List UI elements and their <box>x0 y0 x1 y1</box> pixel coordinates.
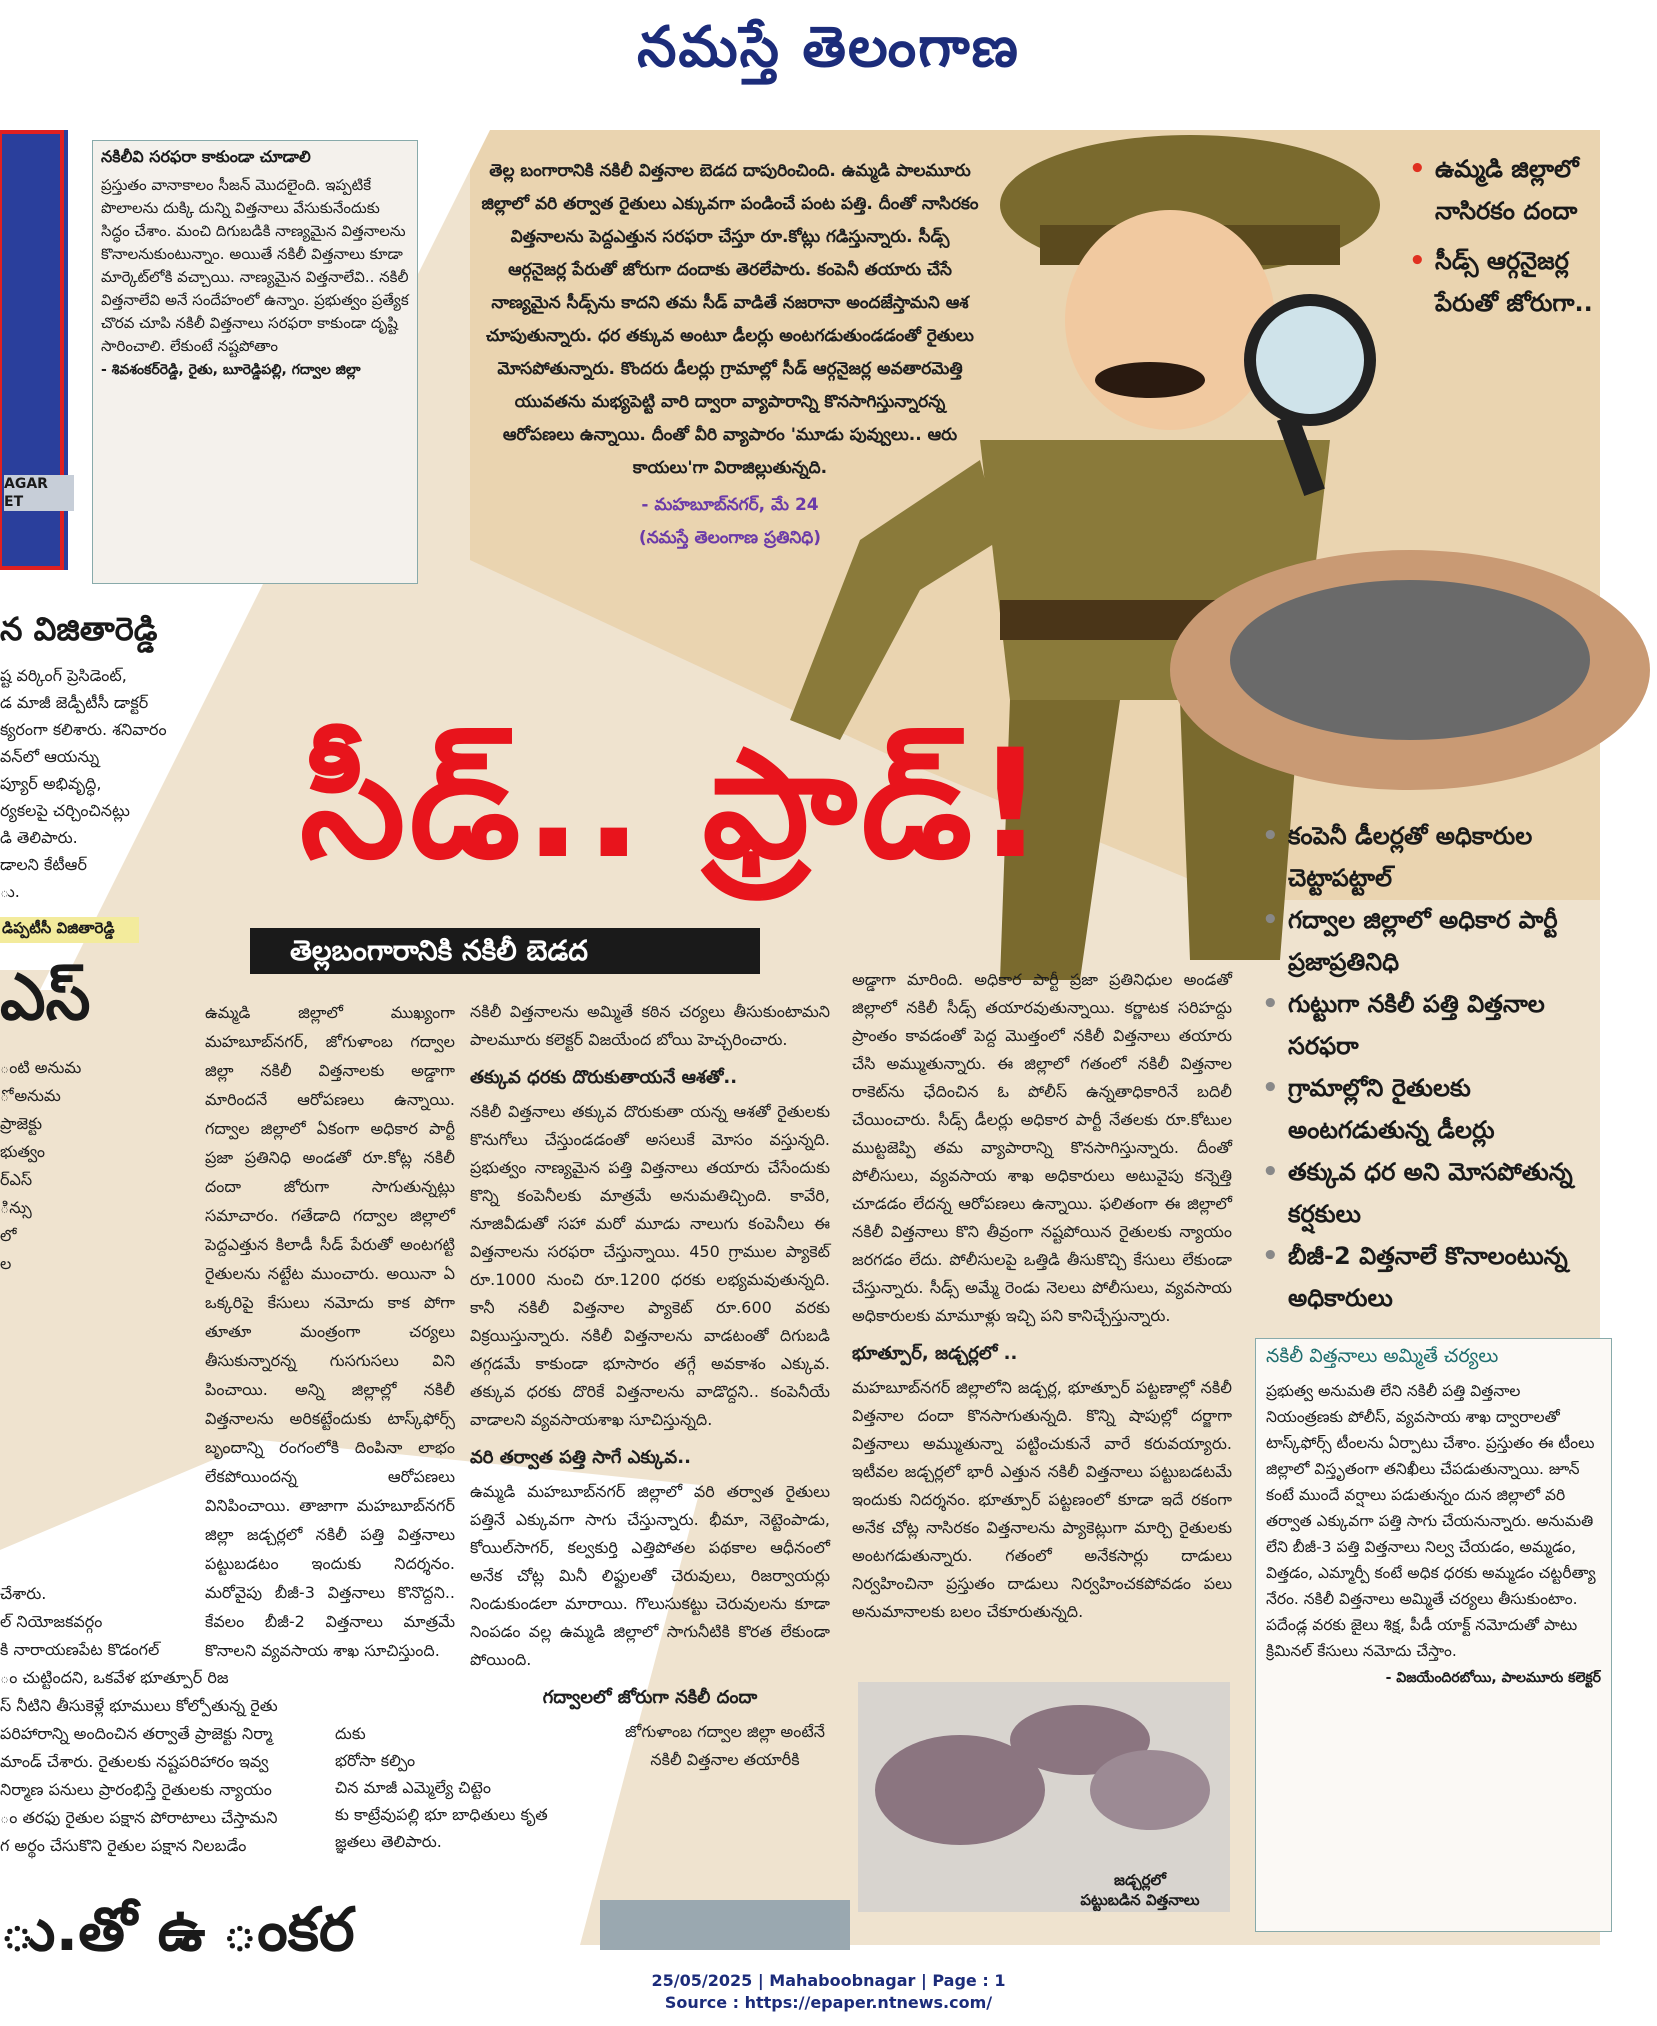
left-strip-line: ు. <box>0 882 20 901</box>
column-2-p3: ఉమ్మడి మహబూబ్‌నగర్ జిల్లాలో వరి తర్వాత రైతులు పత్తినే ఎక్కువగా సాగు చేస్తున్నారు. భీమా, నెట్టెంపాడు, కోయిల్‌సాగర్, కల్వకుర్తి ఎత్తిపోతల పథకాల ఆధీనంలో అనేక చోట్ల మినీ లిఫ్టులతో చెరువులు, రిజర్వాయర్లు నిండుకుండలా మారాయి. గొలుసుకట్టు చెరువులను కూడా నింపడం వల్ల ఉమ్మడి జిల్లాలో సాగునీటికి కొరత లేకుండా పోయింది. <box>470 1482 830 1669</box>
left-strip-line: ష్ట వర్కింగ్ ప్రెసిడెంట్, <box>0 666 127 685</box>
intro-body: తెల్ల బంగారానికి నకిలీ విత్తనాల బెడద దాపురించింది. ఉమ్మడి పాలమూరు జిల్లాలో వరి తర్వాత రైతులు ఎక్కువగా పండించే పంట పత్తి. దీంతో నాసిరకం విత్తనాలను పెద్దఎత్తున సరఫరా చేస్తూ రూ.కోట్లు గడిస్తున్నారు. సీడ్స్ ఆర్గనైజర్ల పేరుతో జోరుగా దందాకు తెరలేపారు. కంపెనీ తయారు చేసే నాణ్యమైన సీడ్స్‌ను కాదని తమ సీడ్ వాడితే నజరానా అందజేస్తామని ఆశ చూపుతున్నారు. ధర తక్కువ అంటూ డీలర్లు అంటగడుతుండడంతో రైతులు మోసపోతున్నారు. కొందరు డీలర్లు గ్రామాల్లో సీడ్ ఆర్గనైజర్ల అవతారమెత్తి యువతను మభ్యపెట్టి వారి ద్వారా వ్యాపారాన్ని కొనసాగిస్తున్నారన్న ఆరోపణలు ఉన్నాయి. దీంతో వీరి వ్యాపారం 'మూడు పువ్వులు.. ఆరు కాయలు'గా విరాజిల్లుతున్నది. <box>481 161 979 478</box>
left-strip-line: ో అనుమ <box>0 1086 61 1105</box>
left-strip-line: ిన్సు <box>0 1198 32 1217</box>
left-bottom-line: చేశారు. <box>0 1584 47 1603</box>
farmer-quote-body: ప్రస్తుతం వానాకాలం సీజన్ మొదలైంది. ఇప్పటికే పొలాలను దుక్కి దున్ని విత్తనాలు వేసుకునేందుకు సిద్ధం చేశాం. మంచి దిగుబడికి నాణ్యమైన విత్తనాలను కొనాలనుకుంటున్నాం. అయితే నకిలీ విత్తనాలు కూడా మార్కెట్‌లోకి వచ్చాయి. నాణ్యమైన విత్తనాలేవి.. నకిలీ విత్తనాలేవి అనే సందేహంలో ఉన్నాం. ప్రభుత్వం ప్రత్యేక చొరవ చూపి నకిలీ విత్తనాలు సరఫరా కాకుండా దృష్టి సారించాలి. లేకుంటే నష్టపోతాం <box>101 176 409 355</box>
farmer-quote-title: నకిలీవి సరఫరా కాకుండా చూడాలి <box>101 147 311 166</box>
main-headline: సీడ్.. ఫ్రాడ్! <box>300 718 1049 892</box>
column-2-tail <box>335 1720 605 1855</box>
left-strip-line: ప్రాజెక్టు <box>0 1114 43 1133</box>
left-strip-line: భుత్వం <box>0 1142 45 1161</box>
left-strip-line: డాలని కేటీఆర్ <box>0 855 87 874</box>
left-strip-fragment <box>4 475 74 511</box>
column-2-subhead-3: గద్వాలలో జోరుగా నకిలీ దందా <box>542 1687 758 1708</box>
column-2-subhead-1: తక్కువ ధరకు దొరుకుతాయనే ఆశతో.. <box>470 1067 738 1088</box>
left-strip-line: ప్యూర్ అభివృద్ధి, <box>0 774 102 793</box>
left-bottom-line: నిర్మాణ పనులు ప్రారంభిస్తే రైతులకు న్యాయం <box>0 1780 272 1799</box>
left-bottom-line: ం తరఫు రైతుల పక్షాన పోరాటాలు చేస్తామని <box>0 1808 278 1827</box>
farmer-quote-attribution: - శివశంకర్‌రెడ్డి, రైతు, బూరెడ్డిపల్లి, గద్వాల జిల్లా <box>101 362 361 378</box>
right-bullets <box>1258 815 1598 1319</box>
left-strip-line: డి తెలిపారు. <box>0 828 78 847</box>
intro-paragraph <box>480 155 980 555</box>
left-strip-caption: డిప్పటీసీ విజితారెడ్డి <box>0 917 139 943</box>
collector-quote-attribution: - విజయేందిరబోయి, పాలమూరు కలెక్టర్ <box>1385 1670 1601 1686</box>
left-bottom-line: పరిహారాన్ని అందించిన తర్వాతే ప్రాజెక్టు నిర్మా <box>0 1724 273 1743</box>
left-strip-line: డ మాజీ జెడ్పీటీసీ డాక్టర్ <box>0 693 149 712</box>
collector-quote-body: ప్రభుత్వ అనుమతి లేని నకిలీ పత్తి విత్తనాల నియంత్రణకు పోలీస్, వ్యవసాయ శాఖ ద్వారాలతో టాస్క్‌ఫోర్స్ టీంలను ఏర్పాటు చేశాం. ప్రస్తుతం ఈ టీంలు జిల్లాలో విస్తృతంగా తనిఖీలు చేపడుతున్నాయి. జూన్ కంటే ముందే వర్షాలు పడుతున్నం దున జిల్లాలో వరి తర్వాత ఎక్కువగా పత్తి సాగు చేయనున్నారు. అనుమతి లేని బీజీ-3 పత్తి విత్తనాలు నిల్వ చేయడం, అమ్మడం, విత్తడం, ఎమ్మార్పీ కంటే అధిక ధరకు అమ్మడం చట్టరీత్యా నేరం. నకిలీ విత్తనాలు అమ్మితే చర్యలు తీసుకుంటాం. పదేండ్ల వరకు జైలు శిక్ష, పీడీ యాక్ట్ నమోదుతో పాటు క్రిమినల్ కేసులు నమోదు చేస్తాం. <box>1266 1382 1596 1660</box>
left-strip-line: లో <box>0 1226 17 1245</box>
left-bottom-line: ం చుట్టిందని, ఒకవేళ భూత్పూర్ రిజ <box>0 1668 229 1687</box>
column-2-p1: నకిలీ విత్తనాలను అమ్మితే కఠిన చర్యలు తీసుకుంటామని పాలమూరు కలెక్టర్ విజయేంద బోయి హెచ్చరించారు. <box>470 1002 830 1049</box>
top-bullet: • ఉమ్మడి జిల్లాలో నాసిరకం దందా <box>1405 148 1595 232</box>
page-footer <box>0 1970 1657 2014</box>
column-2-tail-line: దుకు <box>335 1724 366 1743</box>
left-bottom-line: స్ నీటిని తీసుకెళ్లే భూములు కోల్పోతున్న రైతు <box>0 1696 278 1715</box>
column-2-tail-line: కు కాట్రేవుపల్లి భూ బాధితులు కృత <box>335 1805 548 1824</box>
column-2-tail-line: భరోసా కల్పిం <box>335 1751 416 1770</box>
left-strip-big-heading: ఎస్ <box>0 961 91 1035</box>
farmer-quote-box <box>92 140 418 584</box>
column-3-subhead-1: భూత్పూర్, జడ్చర్లలో .. <box>852 1343 1018 1364</box>
column-1-body: ఉమ్మడి జిల్లాలో ముఖ్యంగా మహబూబ్‌నగర్, జోగుళాంబ గద్వాల జిల్లా నకిలీ విత్తనాలకు అడ్డాగా మారిందనే ఆరోపణలు ఉన్నాయి. గద్వాల జిల్లాలో ఏకంగా అధికార పార్టీ ప్రజా ప్రతినిధి అండతో రూ.కోట్ల నకిలీ దందా జోరుగా సాగుతున్నట్లు సమాచారం. గతేడాది గద్వాల జిల్లాలో పెద్దఎత్తున కిలాడీ సీడ్ పేరుతో అంటగట్టి రైతులను నట్టేట ముంచారు. అయినా ఏ ఒక్కరిపై కేసులు నమోదు కాక పోగా తూతూ మంత్రంగా చర్యలు తీసుకున్నారన్న గుసగుసలు విని పించాయి. అన్ని జిల్లాల్లో నకిలీ విత్తనాలను అరికట్టేందుకు టాస్క్‌ఫోర్స్ బృందాన్ని రంగంలోకి దింపినా లాభం లేకపోయిందన్న ఆరోపణలు వినిపించాయి. తాజాగా మహబూబ్‌నగర్ జిల్లా జడ్చర్లలో నకిలీ పత్తి విత్తనాలు పట్టుబడటం ఇందుకు నిదర్శనం. మరోవైపు బీజీ-3 విత్తనాలు కొనొద్దని.. కేవలం బీజీ-2 విత్తనాలు మాత్రమే కొనాలని వ్యవసాయ శాఖ సూచిస్తుంది. <box>205 1003 455 1660</box>
bottom-fragment-heading: ు.తో ఉ ంకర <box>0 1895 355 1965</box>
left-bottom-line: గ అర్థం చేసుకొని రైతుల పక్షాన నిలబడేం <box>0 1836 247 1855</box>
left-strip-name: న విజితారెడ్డి <box>0 610 158 648</box>
right-bullet: • గుట్టుగా నకిలీ పత్తి విత్తనాల సరఫరా <box>1258 983 1598 1067</box>
intro-dateline: - మహబూబ్‌నగర్, మే 24 <box>641 495 819 515</box>
footer-source-link[interactable]: Source : https://epaper.ntnews.com/ <box>664 1993 993 2012</box>
seeds-in-hands-image <box>1170 550 1650 790</box>
article-column-2 <box>470 998 830 1774</box>
right-bullet: • గద్వాల జిల్లాలో అధికార పార్టీ ప్రజాప్రతినిధి <box>1258 899 1598 983</box>
column-2-tail-line: జ్ఞతలు తెలిపారు. <box>335 1832 442 1851</box>
column-2-p2: నకిలీ విత్తనాలు తక్కువ దొరుకుతా యన్న ఆశతో రైతులకు కొనుగోలు చేస్తుండడంతో అసలుకే మోసం వస్తున్నది. ప్రభుత్వం నాణ్యమైన పత్తి విత్తనాలు తయారు చేసేందుకు కొన్ని కంపెనీలకు మాత్రమే అనుమతిచ్చింది. కావేరి, నూజివీడుతో సహా మరో మూడు నాలుగు కంపెనీలు ఈ విత్తనాలను సరఫరా చేస్తున్నాయి. 450 గ్రాముల ప్యాకెట్ రూ.1000 నుంచి రూ.1200 ధరకు లభ్యమవుతున్నది. కానీ నకిలీ విత్తనాల ప్యాకెట్ రూ.600 వరకు విక్రయిస్తున్నారు. నకిలీ విత్తనాలను వాడటంతో దిగుబడి తగ్గడమే కాకుండా భూసారం తగ్గే అవకాశం ఎక్కువ. తక్కువ ధరకు దొరికే విత్తనాలను వాడొద్దని.. కంపెనీయే వాడాలని వ్యవసాయశాఖ సూచిస్తున్నది. <box>470 1102 830 1429</box>
intro-byline: (నమస్తే తెలంగాణ ప్రతినిధి) <box>638 528 822 548</box>
collector-quote-title: నకిలీ విత్తనాలు అమ్మితే చర్యలు <box>1266 1345 1499 1367</box>
right-bullet: • బీజీ-2 విత్తనాలే కొనాలంటున్న అధికారులు <box>1258 1235 1598 1319</box>
left-strip-fragment-text: AGAR ET <box>4 476 48 510</box>
masthead-title: నమస్తే తెలంగాణ <box>637 14 1020 80</box>
article-column-1 <box>205 998 455 1665</box>
footer-line-1: 25/05/2025 | Mahaboobnagar | Page : 1 <box>651 1971 1006 1990</box>
right-bullet: • కంపెనీ డీలర్లతో అధికారుల చెట్టాపట్టాల్ <box>1258 815 1598 899</box>
right-bullet: • గ్రామాల్లోని రైతులకు అంటగడుతున్న డీలర్లు <box>1258 1067 1598 1151</box>
left-bottom-line: కి నారాయణపేట కొడంగల్ <box>0 1640 160 1659</box>
left-strip-line: ల <box>0 1254 12 1273</box>
subheadline: తెల్లబంగారానికి నకిలీ బెడద <box>250 928 760 974</box>
left-strip-line: ర్‌ఎస్ <box>0 1170 33 1189</box>
right-bullet: • తక్కువ ధర అని మోసపోతున్న కర్షకులు <box>1258 1151 1598 1235</box>
column-2-p4: జోగుళాంబ గద్వాల జిల్లా అంటేనే నకిలీ విత్తనాల తయారీకి <box>625 1722 825 1769</box>
column-2-subhead-2: వరి తర్వాత పత్తి సాగే ఎక్కువ.. <box>470 1447 691 1468</box>
column-3-p1: అడ్డాగా మారింది. అధికార పార్టీ ప్రజా ప్రతినిధుల అండతో జిల్లాలో నకిలీ సీడ్స్ తయారవుతున్నాయి. కర్ణాటక సరిహద్దు ప్రాంతం కావడంతో పెద్ద మొత్తంలో నకిలీ విత్తనాలు తయారు చేసి అమ్ముతున్నారు. ఈ జిల్లాలో గతంలో నకిలీ విత్తనాల రాకెట్‌ను ఛేదించిన ఓ పోలీస్ ఉన్నతాధికారినే బదిలీ చేయించారు. సీడ్స్ డీలర్లు అధికార పార్టీ నేతలకు రూ.కోటుల ముట్టజెప్పి తమ వ్యాపారాన్ని కొనసాగిస్తున్నారు. దీంతో పోలీసులు, వ్యవసాయ శాఖ అధికారులు అటువైపు కన్నెత్తి చూడడం లేదన్న ఆరోపణలు ఉన్నాయి. ఫలితంగా ఈ జిల్లాలో నకిలీ విత్తనాలు కొని తీవ్రంగా నష్టపోయిన రైతులకు న్యాయం జరగడం లేదు. పోలీసులపై ఒత్తిడి తీసుకొచ్చి కేసులు లేకుండా చేస్తున్నారు. సీడ్స్ అమ్మే రెండు నెలలు పోలీసులు, వ్యవసాయ అధికారులకు మామూళ్లు ఇచ్చి పని కానిచ్చేస్తున్నారు. <box>852 970 1232 1325</box>
left-strip-line: వన్‌లో ఆయన్ను <box>0 747 100 766</box>
left-bottom-line: ల్ నియోజకవర్గం <box>0 1612 103 1631</box>
top-right-bullets <box>1405 148 1595 324</box>
left-strip-line: క్యరంగా కలిశారు. శనివారం <box>0 720 167 739</box>
seized-seeds-caption: జడ్చర్లలో పట్టుబడిన విత్తనాలు <box>1080 1871 1200 1909</box>
left-strip-line: ర్యకలపై చర్చించినట్లు <box>0 801 130 820</box>
left-strip-line: ంటి అనుమ <box>0 1058 82 1077</box>
left-bottom-line: మాండ్ చేశారు. రైతులకు నష్టపరిహారం ఇవ్వ <box>0 1752 269 1771</box>
column-2-tail-line: చిన మాజీ ఎమ్మెల్యే చిట్టెం <box>335 1778 491 1797</box>
collector-quote-box <box>1255 1338 1612 1932</box>
top-bullet: • సీడ్స్ ఆర్గనైజర్ల పేరుతో జోరుగా.. <box>1405 240 1595 324</box>
article-column-3 <box>852 966 1232 1626</box>
column-3-p2: మహబూబ్‌నగర్ జిల్లాలోని జడ్చర్ల, భూత్పూర్ పట్టణాల్లో నకిలీ విత్తనాల దందా కొనసాగుతున్నది. కొన్ని షాపుల్లో దర్జాగా విత్తనాలు అమ్ముతున్నా పట్టించుకునే వారే కరువయ్యారు. ఇటీవల జడ్చర్లలో భారీ ఎత్తున నకిలీ విత్తనాలు పట్టుబడటమే ఇందుకు నిదర్శనం. భూత్పూర్ పట్టణంలో కూడా ఇదే రకంగా అనేక చోట్ల నాసిరకం విత్తనాలను ప్యాకెట్లుగా మార్చి రైతులకు అంటగడుతున్నారు. గతంలో అనేకసార్లు దాడులు నిర్వహించినా ప్రస్తుతం దాడులు నిర్వహించకపోవడం పలు అనుమానాలకు బలం చేకూరుతున్నది. <box>852 1378 1232 1621</box>
